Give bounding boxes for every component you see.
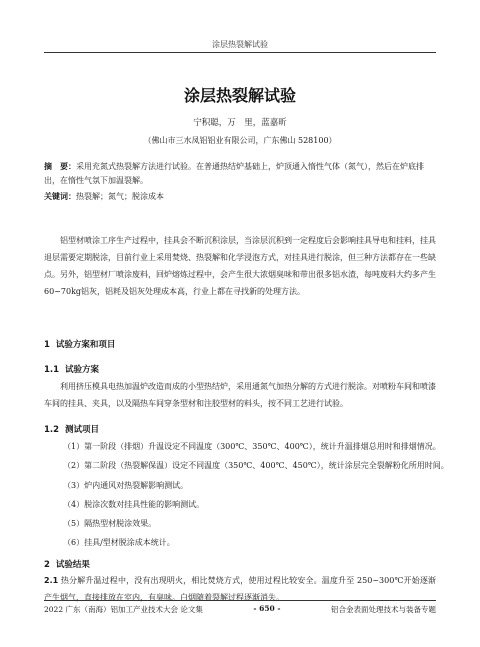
test-item: （3）炉内通风对热裂解影响测试。 xyxy=(63,481,189,490)
abstract-label: 摘 要： xyxy=(44,162,76,171)
keywords-text: 热裂解；氮气；脱涂成本 xyxy=(76,192,164,201)
abstract-text: 采用充氮式热裂解方法进行试验。在普通热结炉基础上，炉顶通入惰性气体（氮气），然后在炉底排出，在惰性气氛下加温裂解。 xyxy=(44,162,424,185)
intro-paragraph: 铝型材喷涂工序生产过程中，挂具会不断沉积涂层，当涂层沉积到一定程度后会影响挂具导电和挂料，挂具退层需要定期脱涂，目前行业上采用焚烧、热裂解和化学浸泡方式，对挂具进行脱涂，但三种方法都存在一些缺点。另外，铝型材厂喷涂废料，回炉熔炼过程中，会产生很大浓烟臭味和带出很多铝水渣，每吨废料大约多产生60~70kg铝灰，铝耗及铝灰处理成本高，行业上都在寻找新的处理方法。 xyxy=(44,236,436,296)
page-footer xyxy=(44,604,436,615)
results-text: 热分解升温过程中，没有出现明火，相比焚烧方式，使用过程比较安全。温度升至 250~300℃开始逐渐产生烟气，直接排放在室内，有臭味。白烟随着裂解过程逐渐消失。 xyxy=(44,576,436,602)
footer-topic: 铝合金表面处理技术与装备专题 xyxy=(331,605,436,614)
test-item: （5）隔热型材脱涂效果。 xyxy=(63,519,157,528)
keywords xyxy=(44,190,436,204)
method-paragraph: 利用挤压模具电热加温炉改造而成的小型热结炉，采用通氮气加热分解的方式进行脱涂。对喷粉车间和喷漆车间的挂具、夹具，以及隔热车间穿条型材和注胶型材的料头，按不同工艺进行试验。 xyxy=(44,382,436,408)
paper-title: 涂层热裂解试验 xyxy=(183,86,296,105)
section-heading-1 xyxy=(44,338,436,350)
section-number: 1.2 xyxy=(44,425,60,435)
footer-rule xyxy=(44,600,436,601)
running-header: 涂层热裂解试验 xyxy=(212,40,268,49)
keywords-label: 关键词： xyxy=(44,192,76,201)
section-number: 2 xyxy=(44,560,50,570)
test-item: （6）挂具/型材脱涂成本统计。 xyxy=(63,538,175,547)
subsection-number: 2.1 xyxy=(44,576,59,585)
affiliation: （佛山市三水凤铝铝业有限公司，广东佛山 528100） xyxy=(143,136,337,145)
test-item: （2）第二阶段（热裂解保温）设定不同温度（350℃、400℃、450℃），统计涂层完全裂解粉化所用时间。 xyxy=(63,461,449,470)
section-title: 测试项目 xyxy=(64,425,99,435)
section-number: 1.1 xyxy=(44,365,60,375)
section-heading-1-2 xyxy=(44,423,436,435)
test-item: （4）脱涂次数对挂具性能的影响测试。 xyxy=(63,500,205,509)
section-title: 试验方案 xyxy=(64,365,99,375)
abstract xyxy=(44,160,436,188)
section-number: 1 xyxy=(44,340,50,350)
section-heading-1-1 xyxy=(44,363,436,375)
footer-proceedings: 2022 广东（南海）铝加工产业技术大会 论文集 xyxy=(44,605,203,614)
authors: 宁积聪，万 里，蓝嘉昕 xyxy=(193,118,287,128)
section-heading-2 xyxy=(44,558,436,570)
page-number: - 650 - xyxy=(253,604,281,613)
section-title: 试验结果 xyxy=(55,560,90,570)
header-rule xyxy=(44,52,436,53)
section-title: 试验方案和项目 xyxy=(55,340,116,350)
test-item: （1）第一阶段（排烟）升温设定不同温度（300℃、350℃、400℃），统计升温排烟总用时和排烟情况。 xyxy=(63,442,441,451)
